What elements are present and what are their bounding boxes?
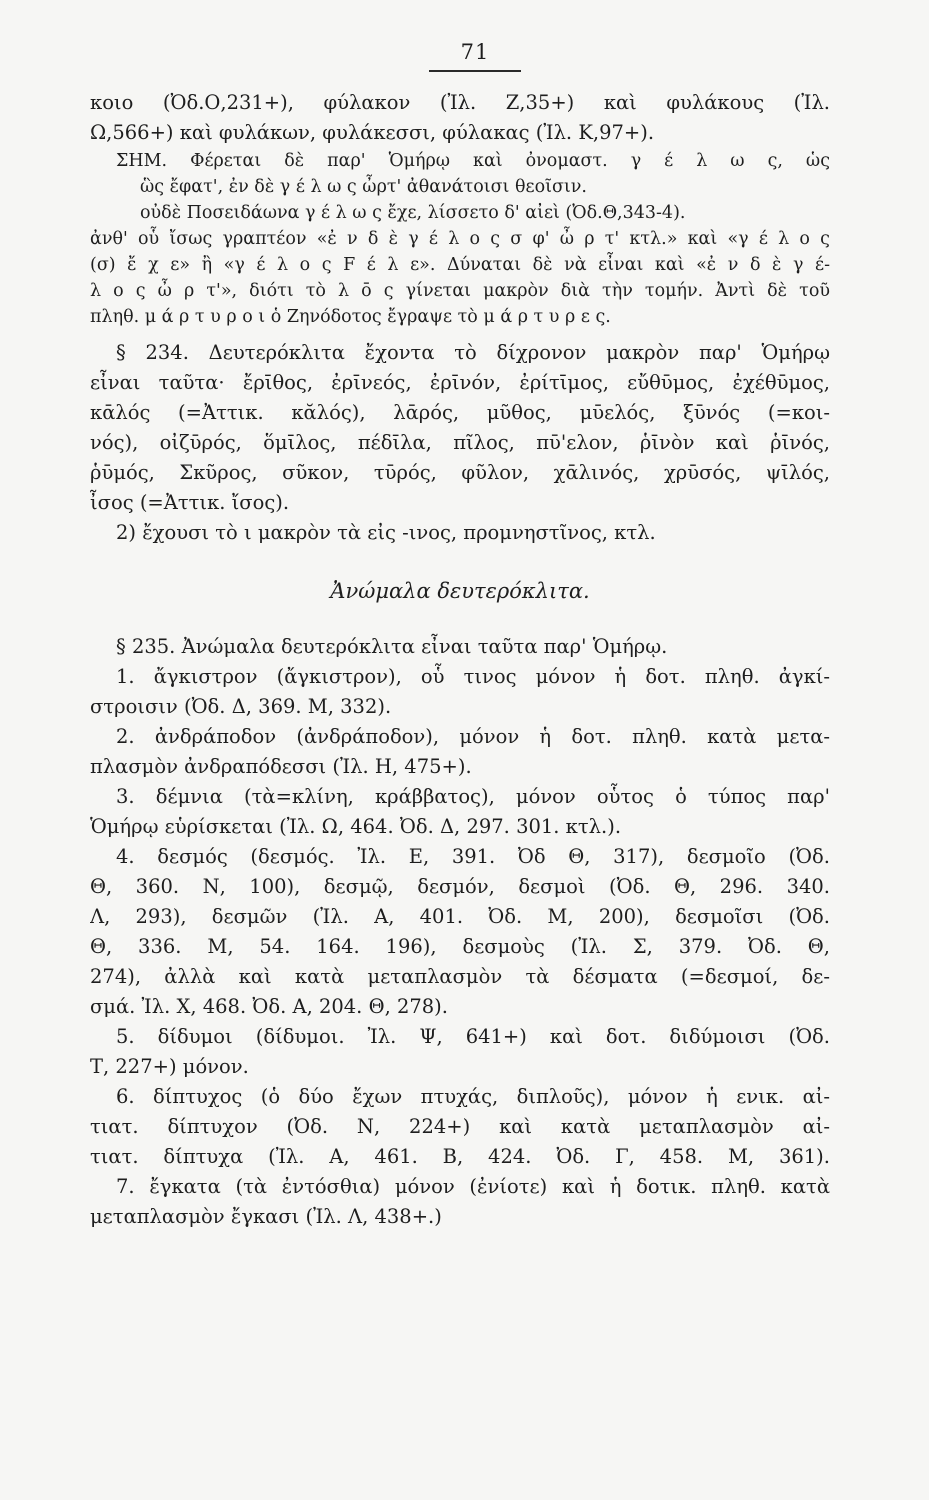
text-line: Ω,566+) καὶ φυλάκων, φυλάκεσσι, φύλακας (Ἰλ. Κ,97+). <box>90 121 655 144</box>
note-line: πληθ. μ ά ρ τ υ ρ ο ι ὁ Ζηνόδοτος ἔγραψε τὸ μ ά ρ τ υ ρ ε ς. <box>90 307 611 327</box>
text-line: Τ, 227+) μόνον. <box>90 1055 249 1078</box>
section-heading: Ἀνώμαλα δευτερόκλιτα. <box>330 579 590 603</box>
note-line: (σ) ἔ χ ε» ἢ «γ έ λ ο ς F έ λ ε». Δύναται δὲ νὰ εἶναι καὶ «ἐ ν δ ὲ γ έ- <box>90 255 830 275</box>
text-line: Θ, 336. Μ, 54. 164. 196), δεσμοὺς (Ἰλ. Σ, 379. Ὀδ. Θ, <box>90 935 830 958</box>
text-line: κᾱλός (=Ἀττικ. κᾰλός), λᾱρός, μῦθος, μῡελός, ξῡνός (=κοι- <box>90 401 830 424</box>
note-line: ἀνθ' οὗ ἴσως γραπτέον «ἐ ν δ ὲ γ έ λ ο ς σ φ' ὦ ρ τ' κτλ.» καὶ «γ έ λ ο ς <box>90 229 830 249</box>
page-number-rule <box>429 70 521 72</box>
list-item-line: 3. δέμνια (τὰ=κλίνη, κράββατος), μόνον οὗτος ὁ τύπος παρ' <box>116 785 830 808</box>
note-line: ΣΗΜ. Φέρεται δὲ παρ' Ὁμήρῳ καὶ ὀνομαστ. γ έ λ ω ς, ὡς <box>116 151 830 171</box>
text-line: ῥῡμός, Σκῦρος, σῦκον, τῡρός, φῦλον, χᾱλινός, χρῡσός, ψῑλός, <box>90 461 830 484</box>
text-line: μεταπλασμὸν ἔγκασι (Ἰλ. Λ, 438+.) <box>90 1205 442 1228</box>
text-line: σμά. Ἰλ. Χ, 468. Ὀδ. Α, 204. Θ, 278). <box>90 995 448 1018</box>
text-line: 2) ἔχουσι τὸ ι μακρὸν τὰ εἰς -ινος, προμνηστῖνος, κτλ. <box>116 521 656 544</box>
list-item-line: 7. ἔγκατα (τὰ ἐντόσθια) μόνον (ἐνίοτε) καὶ ἡ δοτικ. πληθ. κατὰ <box>116 1175 830 1198</box>
text-line: § 234. Δευτερόκλιτα ἔχοντα τὸ δίχρονον μακρὸν παρ' Ὁμήρῳ <box>116 341 830 364</box>
note-line: λ ο ς ὦ ρ τ'», διότι τὸ λ ō ς γίνεται μακρὸν διὰ τὴν τομήν. Ἀντὶ δὲ τοῦ <box>90 281 830 301</box>
text-line: Θ, 360. Ν, 100), δεσμῷ, δεσμόν, δεσμοὶ (Ὀδ. Θ, 296. 340. <box>90 875 830 898</box>
text-line: νός), οἰζῡρός, ὅμῑλος, πέδῑλα, πῖλος, πῡ'ελον, ῥῑνὸν καὶ ῥῑνός, <box>90 431 830 454</box>
text-line: ἶσος (=Ἀττικ. ἴσος). <box>90 491 290 514</box>
text-line: εἶναι ταῦτα· ἔρῑθος, ἐρῑνεός, ἐρῑνόν, ἐρίτῑμος, εὔθῡμος, ἐχέθῡμος, <box>90 371 830 394</box>
page-number: 71 <box>460 40 490 64</box>
page <box>90 40 830 1232</box>
paragraph-235 <box>90 632 830 1232</box>
note-quote-line: ὣς ἔφατ', ἐν δὲ γ έ λ ω ς ὦρτ' ἀθανάτοισι θεοῖσιν. <box>140 177 587 197</box>
text-line: πλασμὸν ἀνδραπόδεσσι (Ἰλ. Η, 475+). <box>90 755 472 778</box>
list-item-line: 2. ἀνδράποδον (ἀνδράποδον), μόνον ἡ δοτ. πληθ. κατὰ μετα- <box>116 725 830 748</box>
list-item-line: 1. ἄγκιστρον (ἄγκιστρον), οὗ τινος μόνον ἡ δοτ. πληθ. ἀγκί- <box>116 665 830 688</box>
text-line: § 235. Ἀνώμαλα δευτερόκλιτα εἶναι ταῦτα παρ' Ὁμήρῳ. <box>116 635 668 658</box>
text-line: στροισιν (Ὀδ. Δ, 369. Μ, 332). <box>90 695 392 718</box>
text-line: Λ, 293), δεσμῶν (Ἰλ. Α, 401. Ὀδ. Μ, 200), δεσμοῖσι (Ὀδ. <box>90 905 830 928</box>
list-item-line: 4. δεσμός (δεσμός. Ἰλ. Ε, 391. Ὀδ Θ, 317), δεσμοῖο (Ὀδ. <box>116 845 830 868</box>
text-line: 274), ἀλλὰ καὶ κατὰ μεταπλασμὸν τὰ δέσματα (=δεσμοί, δε- <box>90 965 830 988</box>
note-quote-line: οὐδὲ Ποσειδάωνα γ έ λ ω ς ἔχε, λίσσετο δ' αἰεὶ (Ὀδ.Θ,343-4). <box>140 203 686 223</box>
text-line: τιατ. δίπτυχα (Ἰλ. Α, 461. Β, 424. Ὀδ. Γ, 458. Μ, 361). <box>90 1145 830 1168</box>
list-item-line: 6. δίπτυχος (ὁ δύο ἔχων πτυχάς, διπλοῦς), μόνον ἡ ενικ. αἰ- <box>116 1085 830 1108</box>
paragraph-234 <box>90 338 830 548</box>
list-item-line: 5. δίδυμοι (δίδυμοι. Ἰλ. Ψ, 641+) καὶ δοτ. διδύμοισι (Ὀδ. <box>116 1025 830 1048</box>
note-section <box>90 88 830 330</box>
text-line: κοιο (Ὀδ.Ο,231+), φύλακον (Ἰλ. Ζ,35+) καὶ φυλάκους (Ἰλ. <box>90 91 830 114</box>
text-line: τιατ. δίπτυχον (Ὀδ. Ν, 224+) καὶ κατὰ μεταπλασμὸν αἰ- <box>90 1115 830 1138</box>
text-line: Ὁμήρῳ εὑρίσκεται (Ἰλ. Ω, 464. Ὀδ. Δ, 297. 301. κτλ.). <box>90 815 622 838</box>
